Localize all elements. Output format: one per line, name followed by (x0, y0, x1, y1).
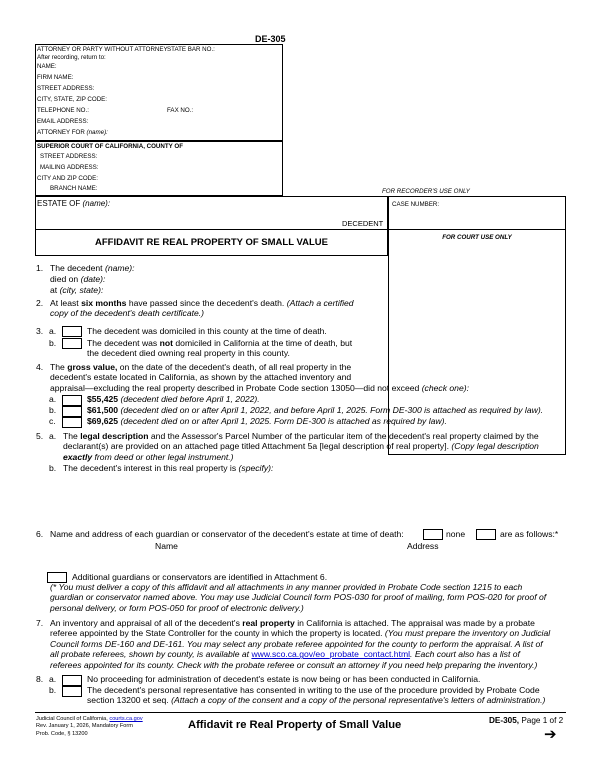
courts-link[interactable]: courts.ca.gov (109, 716, 143, 722)
court-city-label: CITY AND ZIP CODE: (37, 175, 98, 182)
footer-rule (35, 712, 566, 713)
item8-number: 8. (36, 674, 44, 684)
item6-follows-label: are as follows:* (500, 529, 559, 539)
item6-additional-text: Additional guardians or conservators are identified in Attachment 6. (72, 572, 328, 582)
item4b-text: $61,500 (decedent died on or after April 1, 2022, and before April 1, 2025. Form DE-300 is attached as required by law). (87, 405, 544, 415)
item6-text: Name and address of each guardian or conservator of the decedent's estate at time of death: (50, 529, 404, 539)
fax-label: FAX NO.: (167, 107, 194, 114)
return-to-label: After recording, return to: (37, 54, 106, 61)
item8b-text: The decedent's personal representative has consented in writing to the use of the procedure provided by Probate Code section 13200 et seq. (Attach a copy of the consent and a copy of the personal representative's letters of administration.) (87, 685, 546, 706)
next-page-arrow-icon[interactable]: ➔ (544, 726, 557, 743)
item4-text: The gross value, on the date of the decedent's death, of all real property in the decedent's estate located in California, as shown by the attached inventory and appraisal—excluding the real property described in Probate Code section 13050—did not exceed (check one): (50, 362, 469, 393)
item5a-text: The legal description and the Assessor's Parcel Number of the particular item of the decedent's real property claimed by the declarant(s) are provided on an attached page titled Attachment 5a [legal description of real property]. (Copy legal description exactly from deed or other legal instrument.) (63, 431, 539, 462)
court-branch-label: BRANCH NAME: (50, 185, 98, 192)
item1-number: 1. (36, 263, 44, 273)
item4c-checkbox[interactable] (62, 417, 82, 428)
item4a-text: $55,425 (decedent died before April 1, 2022). (87, 394, 260, 404)
recorders-use-label: FOR RECORDER'S USE ONLY (382, 188, 470, 195)
item4c-text: $69,625 (decedent died on or after April 1, 2025. Form DE-300 is attached as required by law). (87, 416, 447, 426)
item7-number: 7. (36, 618, 44, 628)
item6-note: (* You must deliver a copy of this affidavit and all attachments in any manner provided in Probate Code section 1215 to each guardian or conservator named above. You may use Judicial Council form POS-030 for proof of mailing, form POS-020 for proof of personal delivery, or form POS-050 for proof of electronic delivery.) (50, 582, 547, 613)
attorney-for-label: ATTORNEY FOR (name): (37, 129, 108, 136)
item8b-checkbox[interactable] (62, 686, 82, 697)
item6-number: 6. (36, 529, 44, 539)
item3-b-letter: b. (49, 338, 57, 348)
city-label: CITY, STATE, ZIP CODE: (37, 96, 108, 103)
item5b-text: The decedent's interest in this real property is (specify): (63, 463, 274, 473)
email-label: EMAIL ADDRESS: (37, 118, 89, 125)
attorney-header: ATTORNEY OR PARTY WITHOUT ATTORNEY (37, 46, 168, 53)
item1-at: at (city, state): (50, 285, 104, 295)
item3b-checkbox[interactable] (62, 338, 82, 349)
item7-text: An inventory and appraisal of all of the decedent's real property in California is attached. The appraisal was made by a probate referee appointed by the State Controller for the county in which the property is located. (You must prepare the inventory on Judicial Council forms DE-160 and DE-161. You may select any probate referee appointed for the county to perform the appraisal. A list of all probate referees, shown by county, is available at www.sco.ca.gov/eo_probate_contact.html. Each court also has a list of referees appointed for its county. Check with the probate referee or consult an attorney if you need help preparing the inventory.) (50, 618, 551, 670)
item6-none-checkbox[interactable] (423, 529, 443, 540)
item2-text: At least six months have passed since the decedent's death. (Attach a certified copy of the decedent's death certificate.) (50, 298, 354, 319)
footer-title: Affidavit re Real Property of Small Value (188, 719, 402, 731)
item3-a-letter: a. (49, 326, 57, 336)
item6-address-column: Address (407, 541, 439, 551)
street-label: STREET ADDRESS: (37, 85, 95, 92)
item8a-text: No proceeding for administration of decedent's estate is now being or has been conducted in California. (87, 674, 481, 684)
court-header: SUPERIOR COURT OF CALIFORNIA, COUNTY OF (37, 143, 183, 150)
court-use-label: FOR COURT USE ONLY (442, 234, 512, 241)
probate-referee-link[interactable]: www.sco.ca.gov/eo_probate_contact.html (251, 649, 411, 660)
item6-follows-checkbox[interactable] (476, 529, 496, 540)
item4b-checkbox[interactable] (62, 406, 82, 417)
decedent-label: DECEDENT (342, 219, 384, 228)
item8a-checkbox[interactable] (62, 675, 82, 686)
item8a-letter: a. (49, 674, 57, 684)
state-bar-label: STATE BAR NO.: (167, 46, 215, 53)
item2-number: 2. (36, 298, 44, 308)
item3a-text: The decedent was domiciled in this county at the time of death. (87, 326, 327, 336)
item4a-letter: a. (49, 394, 57, 404)
item4-number: 4. (36, 362, 44, 372)
item4b-letter: b. (49, 405, 57, 415)
item1-decedent: The decedent (name): (50, 263, 135, 273)
form-title: AFFIDAVIT RE REAL PROPERTY OF SMALL VALUE (95, 237, 328, 248)
court-street-label: STREET ADDRESS: (40, 153, 98, 160)
item4c-letter: c. (49, 416, 56, 426)
form-number: DE-305 (255, 34, 286, 44)
item5b-letter: b. (49, 463, 57, 473)
name-label: NAME: (37, 63, 57, 70)
item5a-letter: a. (49, 431, 57, 441)
footer-info: Judicial Council of California, courts.ca.gov Rev. January 1, 2026, Mandatory Form Prob. Code, § 13200 (36, 716, 143, 737)
footer-page: DE-305, Page 1 of 2 (489, 716, 564, 725)
court-mailing-label: MAILING ADDRESS: (40, 164, 99, 171)
item6-none-label: none (446, 529, 466, 539)
item3-number: 3. (36, 326, 44, 336)
telephone-label: TELEPHONE NO.: (37, 107, 89, 114)
item1-died-on: died on (date): (50, 274, 106, 284)
case-number-label: CASE NUMBER: (392, 201, 440, 208)
item8b-letter: b. (49, 685, 57, 695)
estate-of-label: ESTATE OF (name): (37, 199, 111, 208)
item6-name-column: Name (155, 541, 178, 551)
item3a-checkbox[interactable] (62, 326, 82, 337)
firm-label: FIRM NAME: (37, 74, 74, 81)
item3b-text: The decedent was not domiciled in California at the time of death, but the decedent died owning real property in this county. (87, 338, 353, 359)
item5-number: 5. (36, 431, 44, 441)
item4a-checkbox[interactable] (62, 395, 82, 406)
